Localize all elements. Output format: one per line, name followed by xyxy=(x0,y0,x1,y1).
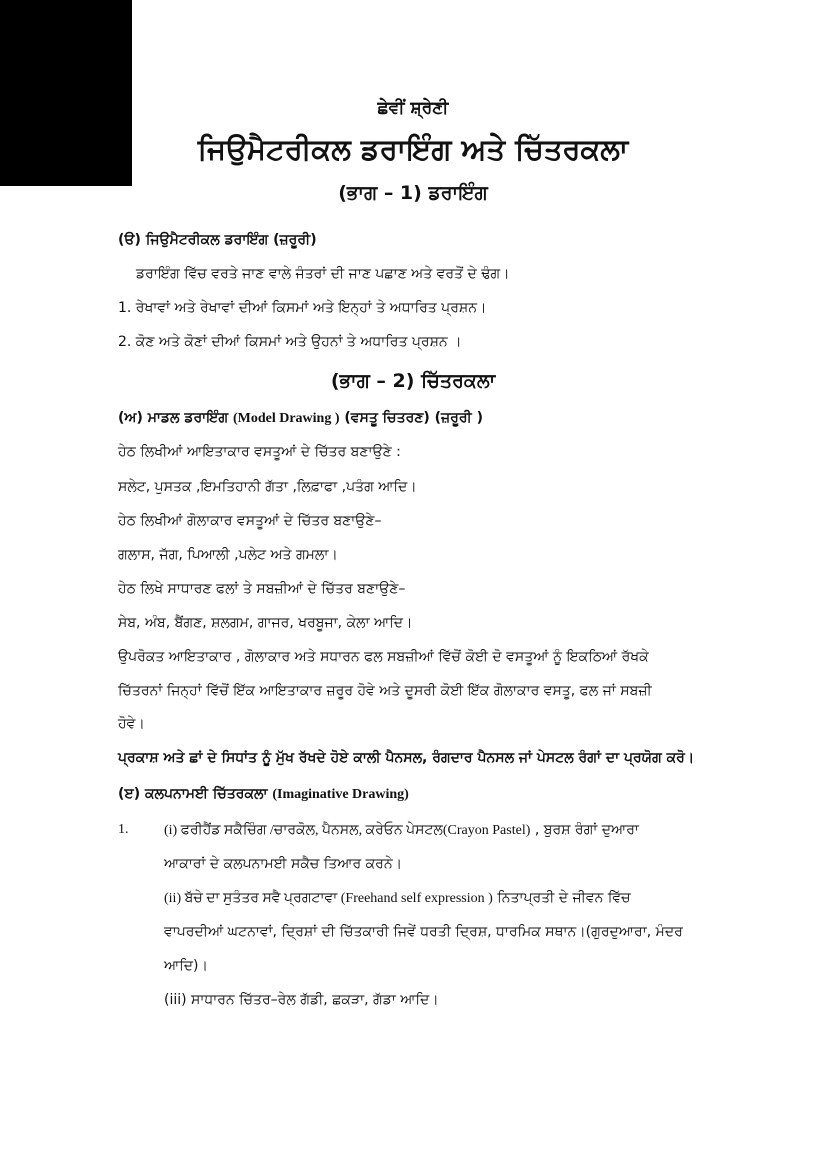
model-heading-en: (Model Drawing ) xyxy=(232,411,340,426)
section-a-item-1: 1. ਰੇਖਾਵਾਂ ਅਤੇ ਰੇਖਾਵਾਂ ਦੀਆਂ ਕਿਸਮਾਂ ਅਤੇ ਇਨ੍ਹਾਂ ਤੇ ਅਧਾਰਿਤ ਪ੍ਰਸ਼ਨ। xyxy=(118,300,487,316)
list-number: 1. xyxy=(118,822,129,837)
part2-heading: (ਭਾਗ – 2) ਚਿੱਤਰਕਲਾ xyxy=(330,370,496,392)
text-line: ਉਪਰੋਕਤ ਆਇਤਾਕਾਰ , ਗੋਲਾਕਾਰ ਅਤੇ ਸਧਾਰਨ ਫਲ ਸਬਜ਼ੀਆਂ ਵਿੱਚੋਂ ਕੋਈ ਦੋ ਵਸਤੂਆਂ ਨੂੰ ਇਕਠਿਆਂ ਰੱਖਕੇ xyxy=(118,649,649,665)
item-ii-line-3: ਆਦਿ)। xyxy=(164,958,208,974)
item-ii-line-2: ਵਾਪਰਦੀਆਂ ਘਟਨਾਵਾਂ, ਦ੍ਰਿਸ਼ਾਂ ਦੀ ਚਿੱਤਕਾਰੀ ਜਿਵੇਂ ਧਰਤੀ ਦ੍ਰਿਸ਼, ਧਾਰਮਿਕ ਸਥਾਨ।(ਗੁਰਦੁਆਰਾ, ਮੰਦਰ xyxy=(164,924,683,940)
item-i-line-2: ਆਕਾਰਾਂ ਦੇ ਕਲਪਨਾਮਈ ਸਕੈਚ ਤਿਆਰ ਕਰਨੇ। xyxy=(164,856,403,872)
section-c-heading xyxy=(118,786,409,803)
section-a-intro: ਡਰਾਇੰਗ ਵਿੱਚ ਵਰਤੇ ਜਾਣ ਵਾਲੇ ਜੰਤਰਾਂ ਦੀ ਜਾਣ ਪਛਾਣ ਅਤੇ ਵਰਤੋਂ ਦੇ ਢੰਗ। xyxy=(136,266,510,282)
item-ii-b: (Freehand self expression ) xyxy=(340,891,493,906)
grade-heading: ਛੇਵੀਂ ਸ਼੍ਰੇਣੀ xyxy=(377,98,449,118)
text-line: ਹੇਠ ਲਿਖੇ ਸਾਧਾਰਣ ਫਲਾਂ ਤੇ ਸਬਜ਼ੀਆਂ ਦੇ ਚਿੱਤਰ ਬਣਾਉਣੇ– xyxy=(118,581,406,597)
section-a-heading: (ੳ) ਜਿਉਮੈਟਰੀਕਲ ਡਰਾਇੰਗ (ਜ਼ਰੂਰੀ) xyxy=(118,232,317,248)
text-line: ਹੇਠ ਲਿਖੀਆਂ ਆਇਤਾਕਾਰ ਵਸਤੂਆਂ ਦੇ ਚਿੱਤਰ ਬਣਾਉਣੇ : xyxy=(118,444,401,460)
section-c-heading-en: (Imaginative Drawing) xyxy=(272,787,409,802)
shading-instruction: ਪ੍ਰਕਾਸ਼ ਅਤੇ ਛਾਂ ਦੇ ਸਿਧਾਂਤ ਨੂੰ ਮੁੱਖ ਰੱਖਦੇ ਹੋਏ ਕਾਲੀ ਪੈਨਸਲ, ਰੰਗਦਾਰ ਪੈਨਸਲ ਜਾਂ ਪੇਸਟਲ ਰੰਗਾਂ ਦਾ ਪ੍ਰਯੋਗ ਕਰੋ। xyxy=(118,750,695,766)
model-heading-pa: (ਅ) ਮਾਡਲ ਡਰਾਇੰਗ xyxy=(118,410,233,426)
section-a-item-2: 2. ਕੋਣ ਅਤੇ ਕੋਣਾਂ ਦੀਆਂ ਕਿਸਮਾਂ ਅਤੇ ਉਹਨਾਂ ਤੇ ਅਧਾਰਿਤ ਪ੍ਰਸ਼ਨ । xyxy=(118,334,462,350)
item-ii-c: ਨਿਤਾਪ੍ਰਤੀ ਦੇ ਜੀਵਨ ਵਿੱਚ xyxy=(492,890,631,906)
page-title: ਜਿਉਮੈਟਰੀਕਲ ਡਰਾਇੰਗ ਅਤੇ ਚਿੱਤਰਕਲਾ xyxy=(197,132,629,166)
text-line: ਸੇਬ, ਅੰਬ, ਬੈਂਗਣ, ਸ਼ਲਗਮ, ਗਾਜਰ, ਖਰਬੂਜਾ, ਕੇਲਾ ਆਦਿ। xyxy=(118,615,413,631)
item-i-c: , ਬੁਰਸ਼ ਰੰਗਾਂ ਦੁਆਰਾ xyxy=(530,822,639,838)
item-i-b: (Crayon Pastel) xyxy=(442,823,531,838)
text-line: ਗਲਾਸ, ਜੱਗ, ਪਿਆਲੀ ,ਪਲੇਟ ਅਤੇ ਗਮਲਾ। xyxy=(118,547,338,563)
text-line: ਚਿੱਤਰਨਾਂ ਜਿਨ੍ਹਾਂ ਵਿੱਚੋਂ ਇੱਕ ਆਇਤਾਕਾਰ ਜ਼ਰੂਰ ਹੋਵੇ ਅਤੇ ਦੂਸਰੀ ਕੋਈ ਇੱਕ ਗੋਲਾਕਾਰ ਵਸਤੂ, ਫਲ ਜਾਂ ਸਬਜ਼ੀ xyxy=(118,683,652,699)
item-i-line-1 xyxy=(164,822,639,839)
part1-heading: (ਭਾਗ – 1) ਡਰਾਇੰਗ xyxy=(338,182,488,204)
item-ii-a: (ii) ਬੱਚੇ ਦਾ ਸੁਤੰਤਰ ਸਵੈ ਪ੍ਰਗਟਾਵਾ xyxy=(164,891,341,906)
item-iii: (iii) ਸਾਧਾਰਨ ਚਿੱਤਰ–ਰੇਲ ਗੱਡੀ, ਛਕੜਾ, ਗੱਡਾ ਆਦਿ। xyxy=(164,992,439,1008)
section-c-heading-pa: (ੲ) ਕਲਪਨਾਮਈ ਚਿੱਤਰਕਲਾ xyxy=(118,786,273,802)
text-line: ਸਲੇਟ, ਪੁਸਤਕ ,ਇਮਤਿਹਾਨੀ ਗੱਤਾ ,ਲਿਫ਼ਾਫਾ ,ਪਤੰਗ ਆਦਿ। xyxy=(118,479,417,495)
item-ii-line-1 xyxy=(164,890,631,907)
item-i-a: (i) ਫਰੀਹੈਂਡ ਸਕੈਚਿੰਗ /ਚਾਰਕੋਲ, ਪੈਨਸਲ, ਕਰੇਓਨ ਪੇਸਟਲ xyxy=(164,823,443,838)
text-line: ਹੋਵੇ। xyxy=(118,716,145,732)
text-line: ਹੇਠ ਲਿਖੀਆਂ ਗੋਲਾਕਾਰ ਵਸਤੂਆਂ ਦੇ ਚਿੱਤਰ ਬਣਾਉਣੇ– xyxy=(118,513,382,529)
model-drawing-heading xyxy=(118,410,483,427)
model-heading-post: (ਵਸਤੂ ਚਿਤਰਣ) (ਜ਼ਰੂਰੀ ) xyxy=(339,410,484,426)
